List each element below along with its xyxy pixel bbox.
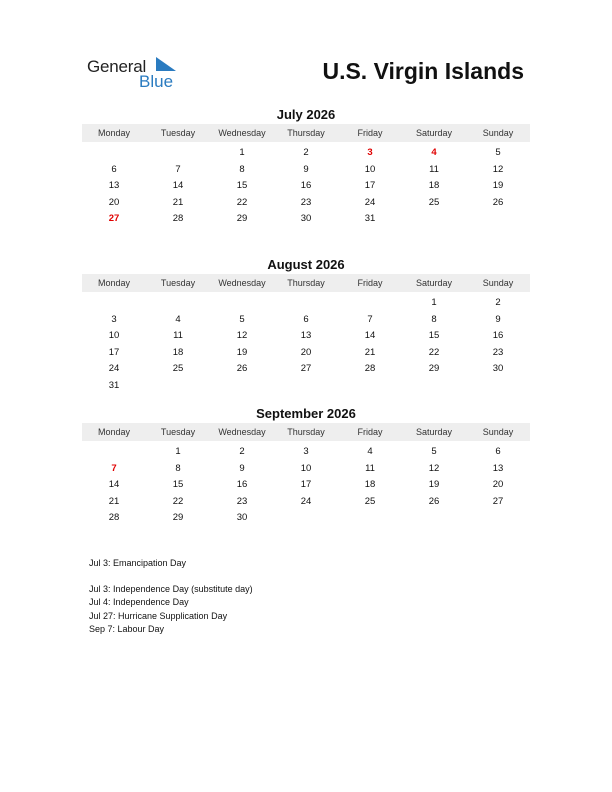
month-calendar xyxy=(82,106,530,228)
week-row xyxy=(82,195,530,212)
holiday-notes xyxy=(89,557,253,637)
day-cell: 21 xyxy=(364,346,376,358)
weekday-header: Thursday xyxy=(287,128,325,138)
weekday-header: Friday xyxy=(357,278,383,288)
logo-text-general: General xyxy=(87,57,147,76)
day-cell: 4 xyxy=(367,446,373,457)
day-cell: 30 xyxy=(236,512,248,524)
weekday-header-row xyxy=(82,124,530,142)
empty-day-cell xyxy=(338,295,402,312)
day-cell: 5 xyxy=(495,147,501,158)
day-cell: 22 xyxy=(172,495,184,507)
day-cell: 1 xyxy=(239,147,245,158)
day-cell: 13 xyxy=(300,330,312,342)
empty-day-cell xyxy=(402,510,466,527)
weekday-header: Friday xyxy=(357,427,383,437)
day-cell: 1 xyxy=(431,297,437,308)
day-cell: 15 xyxy=(428,330,440,342)
weekday-header: Monday xyxy=(97,278,131,288)
day-cell: 17 xyxy=(364,180,376,192)
empty-day-cell xyxy=(82,295,146,312)
day-cell: 29 xyxy=(172,512,184,524)
logo xyxy=(87,55,187,95)
day-cell: 16 xyxy=(236,479,248,491)
empty-day-cell xyxy=(210,295,274,312)
day-cell: 4 xyxy=(431,147,437,158)
day-cell: 17 xyxy=(108,346,120,358)
week-row xyxy=(82,312,530,329)
weekday-header: Saturday xyxy=(415,427,453,437)
day-cell: 12 xyxy=(492,163,504,175)
week-row xyxy=(82,178,530,195)
empty-day-cell xyxy=(146,378,210,395)
day-cell: 26 xyxy=(428,495,440,507)
day-cell: 23 xyxy=(236,495,248,507)
day-cell: 24 xyxy=(364,196,376,208)
weekday-header: Friday xyxy=(357,128,383,138)
empty-day-cell xyxy=(274,510,338,527)
day-cell: 18 xyxy=(428,180,440,192)
day-cell: 13 xyxy=(108,180,120,192)
empty-day-cell xyxy=(146,145,210,162)
day-cell: 31 xyxy=(364,213,376,225)
empty-day-cell xyxy=(338,378,402,395)
week-row xyxy=(82,378,530,395)
week-row xyxy=(82,494,530,511)
month-calendar xyxy=(82,256,530,395)
week-row xyxy=(82,162,530,179)
empty-day-cell xyxy=(466,378,530,395)
day-cell: 9 xyxy=(495,313,501,325)
day-cell: 6 xyxy=(111,163,117,175)
day-cell: 21 xyxy=(172,196,184,208)
week-row xyxy=(82,211,530,228)
empty-day-cell xyxy=(210,378,274,395)
empty-day-cell xyxy=(338,510,402,527)
day-cell: 16 xyxy=(300,180,312,192)
day-cell: 30 xyxy=(492,363,504,375)
day-cell: 26 xyxy=(236,363,248,375)
day-cell: 11 xyxy=(365,462,375,474)
empty-day-cell xyxy=(82,145,146,162)
day-cell: 14 xyxy=(172,180,184,192)
day-cell: 7 xyxy=(367,313,373,325)
holiday-note: Jul 4: Independence Day xyxy=(89,597,189,607)
weekday-header: Thursday xyxy=(287,427,325,437)
day-cell: 25 xyxy=(172,363,184,375)
weekday-header: Sunday xyxy=(482,278,514,288)
day-cell: 26 xyxy=(492,196,504,208)
empty-day-cell xyxy=(466,211,530,228)
day-cell: 10 xyxy=(364,163,376,175)
month-title: July 2026 xyxy=(276,107,336,122)
weekday-header: Thursday xyxy=(287,278,325,288)
day-cell: 27 xyxy=(300,363,312,375)
day-cell: 11 xyxy=(429,163,439,175)
day-cell: 22 xyxy=(236,196,248,208)
day-cell: 3 xyxy=(367,147,373,158)
week-row xyxy=(82,361,530,378)
weekday-header: Monday xyxy=(97,128,131,138)
day-cell: 4 xyxy=(175,313,181,325)
weekday-header: Sunday xyxy=(482,427,514,437)
day-cell: 20 xyxy=(108,196,120,208)
day-cell: 2 xyxy=(239,446,245,457)
day-cell: 22 xyxy=(428,346,440,358)
day-cell: 21 xyxy=(108,495,120,507)
day-cell: 10 xyxy=(108,330,120,342)
empty-day-cell xyxy=(274,295,338,312)
month-title: September 2026 xyxy=(256,406,356,421)
holiday-note: Jul 3: Emancipation Day xyxy=(89,558,187,568)
day-cell: 5 xyxy=(431,446,437,457)
month-title: August 2026 xyxy=(267,257,345,272)
empty-day-cell xyxy=(466,510,530,527)
day-cell: 5 xyxy=(239,313,245,325)
weekday-header: Tuesday xyxy=(160,128,196,138)
day-cell: 2 xyxy=(303,147,309,158)
week-row xyxy=(82,444,530,461)
weekday-header: Wednesday xyxy=(218,427,266,437)
weekday-header: Wednesday xyxy=(218,128,266,138)
day-cell: 20 xyxy=(300,346,312,358)
week-row xyxy=(82,145,530,162)
day-cell: 6 xyxy=(303,313,309,325)
week-row xyxy=(82,328,530,345)
weekday-header-row xyxy=(82,423,530,441)
day-cell: 25 xyxy=(364,495,376,507)
notes-spacer xyxy=(89,571,253,583)
logo-text-blue: Blue xyxy=(139,72,174,91)
day-cell: 9 xyxy=(239,462,245,474)
day-cell: 18 xyxy=(364,479,376,491)
day-cell: 29 xyxy=(236,213,248,225)
weekday-header: Tuesday xyxy=(160,427,196,437)
empty-day-cell xyxy=(82,444,146,461)
day-cell: 2 xyxy=(495,297,501,308)
day-cell: 9 xyxy=(303,163,309,175)
day-cell: 15 xyxy=(236,180,248,192)
empty-day-cell xyxy=(402,378,466,395)
week-row xyxy=(82,461,530,478)
weekday-header: Saturday xyxy=(415,278,453,288)
holiday-note: Sep 7: Labour Day xyxy=(89,624,165,634)
weekday-header: Monday xyxy=(97,427,131,437)
weekday-header: Wednesday xyxy=(218,278,266,288)
logo-flag-icon xyxy=(154,57,178,73)
empty-day-cell xyxy=(402,211,466,228)
day-cell: 3 xyxy=(303,446,309,457)
weekday-header: Tuesday xyxy=(160,278,196,288)
day-cell: 1 xyxy=(175,446,181,457)
day-cell: 10 xyxy=(300,462,312,474)
day-cell: 28 xyxy=(108,512,120,524)
day-cell: 24 xyxy=(108,363,120,375)
day-cell: 12 xyxy=(428,462,440,474)
day-cell: 8 xyxy=(175,462,181,474)
week-row xyxy=(82,477,530,494)
country-title: U.S. Virgin Islands xyxy=(322,58,524,84)
day-cell: 15 xyxy=(172,479,184,491)
day-cell: 7 xyxy=(111,462,117,474)
day-cell: 24 xyxy=(300,495,312,507)
day-cell: 23 xyxy=(492,346,504,358)
holiday-note: Jul 27: Hurricane Supplication Day xyxy=(89,610,228,621)
empty-day-cell xyxy=(146,295,210,312)
day-cell: 13 xyxy=(492,462,504,474)
day-cell: 14 xyxy=(364,330,376,342)
holiday-notes-group-1 xyxy=(89,557,253,571)
day-cell: 19 xyxy=(236,346,248,358)
day-cell: 14 xyxy=(108,479,120,491)
day-cell: 19 xyxy=(428,479,440,491)
day-cell: 8 xyxy=(431,313,437,325)
month-calendar xyxy=(82,405,530,527)
day-cell: 23 xyxy=(300,196,312,208)
empty-day-cell xyxy=(274,378,338,395)
day-cell: 19 xyxy=(492,180,504,192)
day-cell: 8 xyxy=(239,163,245,175)
day-cell: 6 xyxy=(495,446,501,457)
day-cell: 16 xyxy=(492,330,504,342)
holiday-notes-group-2 xyxy=(89,583,253,637)
day-cell: 27 xyxy=(492,495,504,507)
weekday-header: Saturday xyxy=(415,128,453,138)
day-cell: 11 xyxy=(173,330,183,342)
day-cell: 20 xyxy=(492,479,504,491)
weekday-header: Sunday xyxy=(482,128,514,138)
week-row xyxy=(82,295,530,312)
day-cell: 25 xyxy=(428,196,440,208)
weekday-header-row xyxy=(82,274,530,292)
day-cell: 31 xyxy=(108,379,120,391)
week-row xyxy=(82,510,530,527)
day-cell: 30 xyxy=(300,213,312,225)
day-cell: 17 xyxy=(300,479,312,491)
holiday-note: Jul 3: Independence Day (substitute day) xyxy=(89,583,253,594)
day-cell: 29 xyxy=(428,363,440,375)
day-cell: 7 xyxy=(175,163,181,175)
day-cell: 18 xyxy=(172,346,184,358)
day-cell: 3 xyxy=(111,313,117,325)
day-cell: 28 xyxy=(364,363,376,375)
week-row xyxy=(82,345,530,362)
day-cell: 27 xyxy=(108,213,120,225)
day-cell: 12 xyxy=(236,330,248,342)
day-cell: 28 xyxy=(172,213,184,225)
